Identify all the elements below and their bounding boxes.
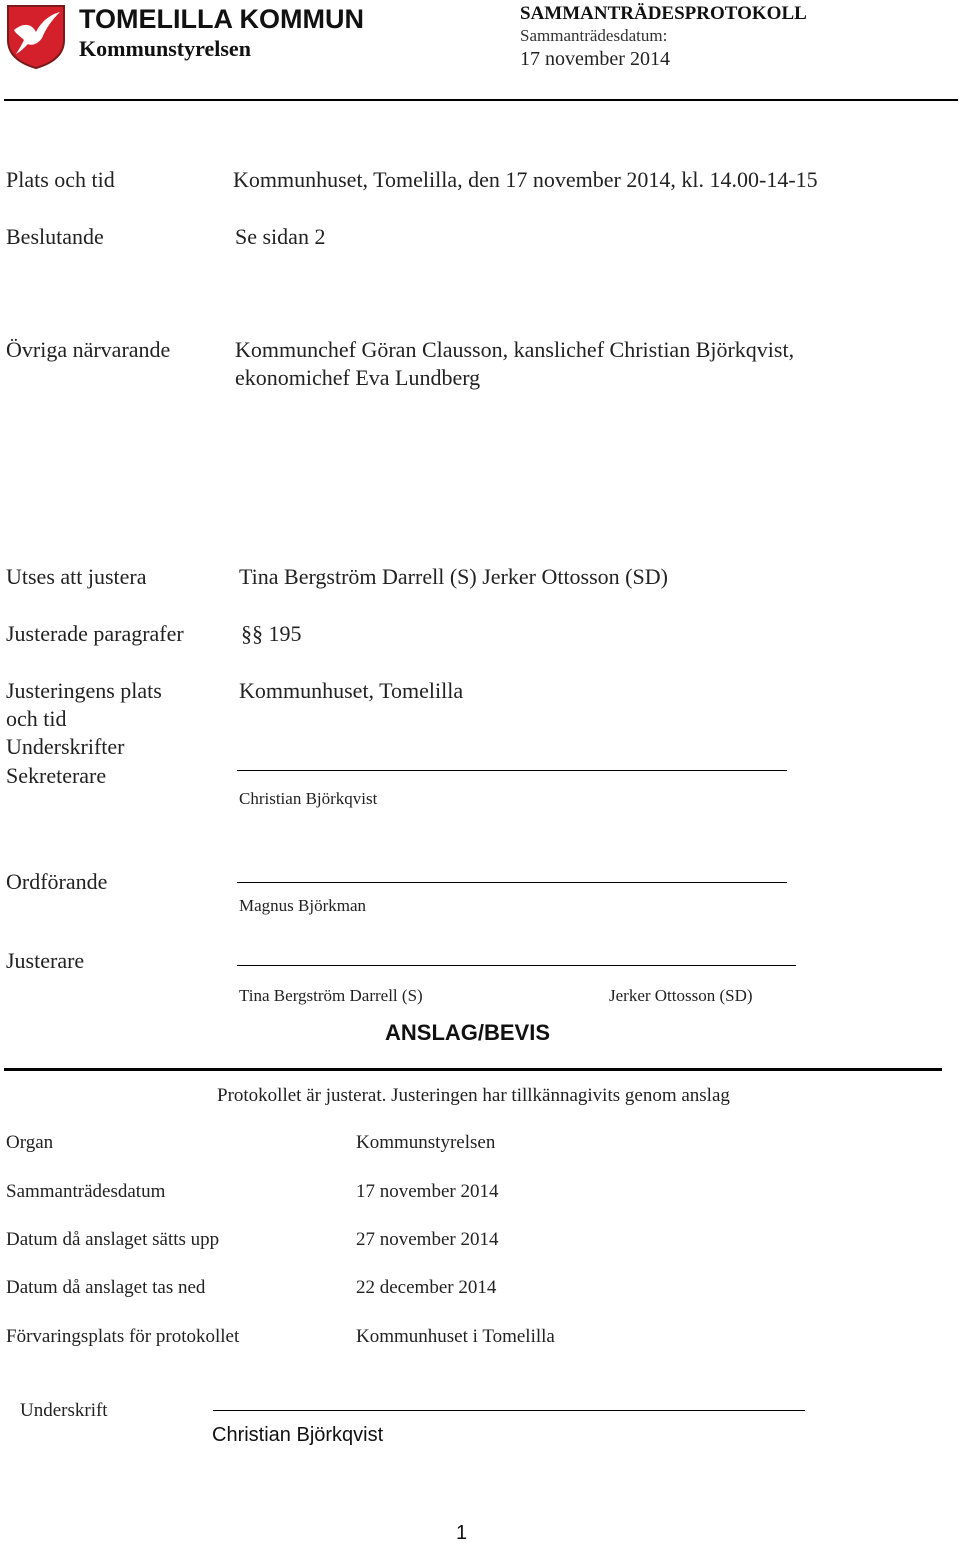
adjustment-place-label-2: och tid <box>6 706 67 731</box>
notice-row-label: Organ <box>6 1132 54 1153</box>
signature-line <box>213 1410 805 1411</box>
adjuster-1-name: Tina Bergström Darrell (S) <box>239 986 423 1005</box>
meeting-date-value: 17 november 2014 <box>520 48 670 70</box>
place-value: Kommunhuset, Tomelilla, den 17 november 2014, kl. 14.00-14-15 <box>233 167 818 192</box>
adjusters-label: Justerare <box>6 948 85 973</box>
notice-row-value: 22 december 2014 <box>356 1277 497 1298</box>
adjust-value: Tina Bergström Darrell (S) Jerker Ottosson (SD) <box>239 564 668 589</box>
notice-row-value: Kommunhuset i Tomelilla <box>356 1326 555 1347</box>
notice-row-label: Datum då anslaget tas ned <box>6 1277 206 1298</box>
others-label: Övriga närvarande <box>6 337 171 362</box>
department-name: Kommunstyrelsen <box>79 36 251 61</box>
adjust-label: Utses att justera <box>6 564 147 589</box>
notice-row-label: Förvaringsplats för protokollet <box>6 1326 240 1347</box>
others-value-line1: Kommunchef Göran Clausson, kanslichef Christian Björkqvist, <box>235 337 795 362</box>
others-value-line2: ekonomichef Eva Lundberg <box>235 365 481 390</box>
adjuster-2-name: Jerker Ottosson (SD) <box>609 986 753 1005</box>
signature-label: Underskrift <box>20 1400 108 1421</box>
notice-row-label: Datum då anslaget sätts upp <box>6 1229 220 1250</box>
paragraphs-value: §§ 195 <box>241 621 302 646</box>
paragraphs-label: Justerade paragrafer <box>6 621 184 646</box>
secretary-name: Christian Björkqvist <box>239 789 378 808</box>
decision-value: Se sidan 2 <box>235 224 326 249</box>
chair-signature-line <box>237 882 787 883</box>
secretary-label: Sekreterare <box>6 763 107 788</box>
notice-title: ANSLAG/BEVIS <box>385 1020 551 1045</box>
secretary-signature-line <box>237 770 787 771</box>
document-type: SAMMANTRÄDESPROTOKOLL <box>520 3 807 24</box>
signature-name: Christian Björkqvist <box>212 1424 384 1446</box>
decision-label: Beslutande <box>6 224 104 249</box>
notice-row-value: Kommunstyrelsen <box>356 1132 496 1153</box>
notice-divider <box>4 1068 942 1071</box>
seagull-shield-icon <box>6 4 66 70</box>
municipality-logo <box>6 4 66 70</box>
notice-row-label: Sammanträdesdatum <box>6 1181 166 1202</box>
meeting-date-label: Sammanträdesdatum: <box>520 26 668 45</box>
adjusters-signature-line <box>237 965 796 966</box>
chair-label: Ordförande <box>6 869 108 894</box>
notice-row-value: 17 november 2014 <box>356 1181 499 1202</box>
chair-name: Magnus Björkman <box>239 896 367 915</box>
header-divider <box>4 99 958 101</box>
signatures-label: Underskrifter <box>6 734 125 759</box>
notice-row-value: 27 november 2014 <box>356 1229 499 1250</box>
notice-intro: Protokollet är justerat. Justeringen har tillkännagivits genom anslag <box>217 1085 730 1106</box>
adjustment-place-value: Kommunhuset, Tomelilla <box>239 678 464 703</box>
org-name: TOMELILLA KOMMUN <box>79 4 364 34</box>
adjustment-place-label-1: Justeringens plats <box>6 678 162 703</box>
page-number: 1 <box>456 1522 468 1544</box>
place-label: Plats och tid <box>6 167 115 192</box>
